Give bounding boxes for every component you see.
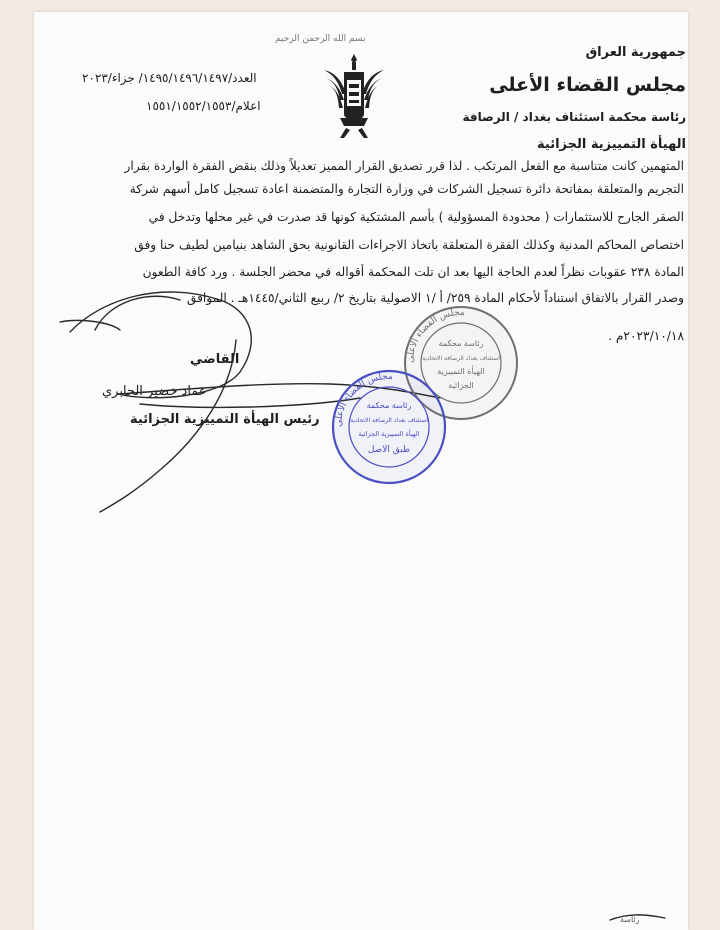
document-number: العدد/١٤٩٥/١٤٩٦/١٤٩٧/ جزاء/٢٠٢٣ <box>82 71 257 85</box>
stamp-line: الهيأة التمييزية <box>437 367 485 376</box>
body-line: وصدر القرار بالاتفاق استناداً لأحكام المادة ٢٥٩/ أ /١ الاصولية بتاريخ ٢/ ربيع الثاني/١٤٤٥هـ . الموافق <box>186 291 684 305</box>
council-heading: مجلس القضاء الأعلى <box>489 74 686 96</box>
judge-label: القاضي <box>190 352 240 367</box>
panel-heading: الهيأة التمييزية الجزائية <box>537 137 686 152</box>
republic-heading: جمهورية العراق <box>585 45 686 60</box>
judge-title: رئيس الهيأة التمييزية الجزائية <box>130 412 320 427</box>
stamp-ring-text: مجلس القضاء الأعلى <box>333 371 393 428</box>
body-line: المادة ٢٣٨ عقوبات نظراً لعدم الحاجة اليها بعد ان تلت المحكمة أقواله في محضر الجلسة . ورد كافة الطعون <box>142 265 684 279</box>
blue-court-stamp <box>330 368 448 486</box>
stamp-line: رئاسة محكمة <box>366 401 412 410</box>
court-presidency: رئاسة محكمة استئناف بغداد / الرصافة <box>462 110 686 124</box>
body-line: اختصاص المحاكم المدنية وكذلك الفقرة المتعلقة باتخاذ الاجراءات القانونية بحق الشاهد بنيامين لطيف حنا وفق <box>134 238 684 252</box>
stamp-line: رئاسة محكمة <box>438 339 484 348</box>
stamp-line: الجزائية <box>448 381 474 390</box>
stamp-line: طبق الاصل <box>367 445 411 455</box>
notification-number: اعلام/١٥٥١/١٥٥٢/١٥٥٣ <box>146 99 261 113</box>
stamp-line: استئناف بغداد الرصافة الاتحادية <box>422 355 500 362</box>
corner-note: رئاسة <box>620 915 640 924</box>
judge-name: عماد خضير الجابري <box>102 384 207 399</box>
stamp-line: الهيأة التمييزية الجزائية <box>358 430 420 438</box>
body-line: ٢٠٢٣/١٠/١٨م . <box>608 329 684 343</box>
body-line: التجريم والمتعلقة بمفاتحة دائرة تسجيل الشركات في وزارة التجارة والمتضمنة اعادة تسجيل كامل أسهم شركة <box>129 182 684 196</box>
stamp-line: استئناف بغداد الرصافة الاتحادية <box>350 417 428 424</box>
basmala: بسم الله الرحمن الرحيم <box>275 34 366 44</box>
body-line: الصقر الجارح للاستثمارات ( محدودة المسؤولية ) بأسم المشتكية كونها قد صدرت في غير محلها وتدخل في <box>148 210 684 224</box>
body-line: المتهمين كانت متناسبة مع الفعل المرتكب . لذا قرر تصديق القرار المميز تعديلاً وذلك بنقض الفقرة الواردة بقرار <box>124 159 684 173</box>
stamp-ring-text: مجلس القضاء الأعلى <box>405 307 465 364</box>
